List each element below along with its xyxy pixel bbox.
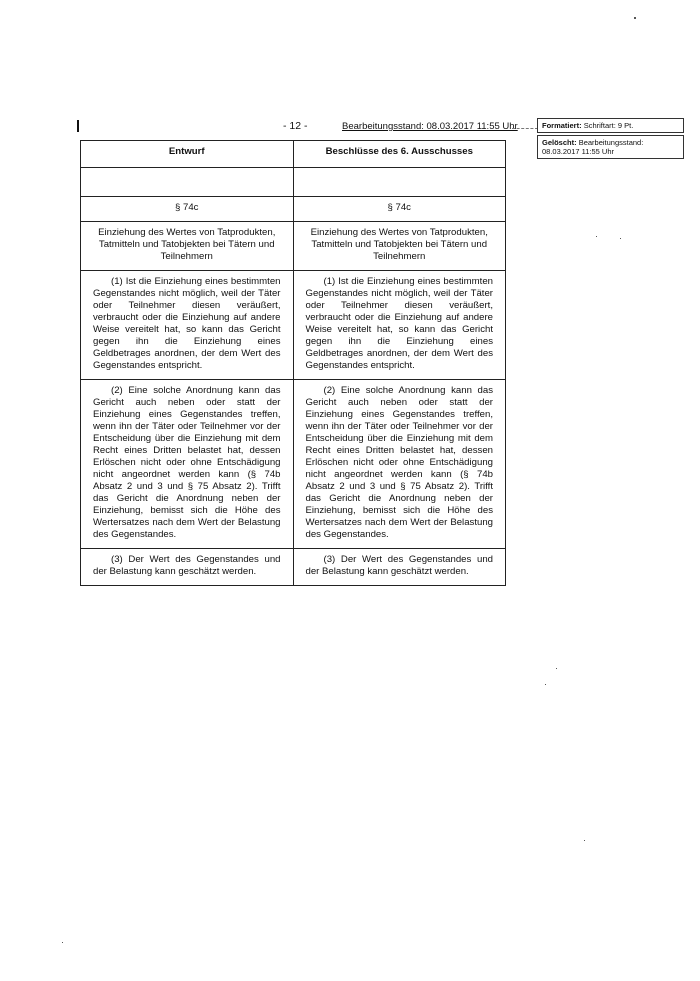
scan-speck (62, 942, 63, 943)
section-heading-row (81, 222, 506, 271)
spacer-cell (81, 168, 294, 197)
paragraph-1-right (293, 271, 506, 380)
scan-speck (596, 236, 597, 237)
comment-deleted[interactable] (537, 135, 684, 159)
change-bar (77, 120, 79, 132)
paragraph-2-left (81, 380, 294, 549)
paragraph-text: (3) Der Wert des Gegenstandes und der Belastung kann geschätzt werden. (93, 554, 281, 577)
spacer-row (81, 168, 506, 197)
scan-speck (584, 840, 585, 841)
section-number-row (81, 197, 506, 222)
paragraph-text: (2) Eine solche Anordnung kann das Gericht auch neben oder statt der Einziehung eines Gegenstandes treffen, wenn ihn der Täter oder Teilnehmer vor der Entscheidung über die Einziehung mit dem Recht eines Dritten belastet hat, dessen Erlöschen nicht oder ohne Entschädigung nicht angeordnet werden kann (§ 74b Absatz 2 und 3 und § 75 Absatz 2). Trifft das Gericht die Anordnung neben der Einziehung, bemisst sich die Höhe des Wertersatzes nach dem Wert der Belastung des Gegenstandes. (93, 385, 281, 540)
synopsis-table (80, 140, 506, 586)
paragraph-row-2 (81, 380, 506, 549)
comment-text: Schriftart: 9 Pt. (583, 121, 634, 130)
paragraph-text: (1) Ist die Einziehung eines bestimmten Gegenstandes nicht möglich, weil der Täter oder Teilnehmer diesen veräußert, verbraucht oder die Einziehung auf andere Weise vereitelt hat, so kann das Gericht gegen ihn die Einziehung eines Geldbetrages anordnen, der dem Wert des Gegenstandes entspricht. (93, 276, 281, 371)
section-heading-left: Einziehung des Wertes von Tatprodukten, Tatmitteln und Tatobjekten bei Tätern und Teilnehmern (81, 222, 294, 271)
scan-speck (634, 17, 636, 19)
comment-formatted[interactable] (537, 118, 684, 133)
comment-leader-line (512, 128, 538, 129)
section-number-right: § 74c (293, 197, 506, 222)
comment-label: Formatiert: (542, 121, 582, 130)
column-header-entwurf: Entwurf (81, 141, 294, 168)
section-number-left: § 74c (81, 197, 294, 222)
paragraph-2-right (293, 380, 506, 549)
paragraph-text: (3) Der Wert des Gegenstandes und der Belastung kann geschätzt werden. (305, 554, 493, 577)
paragraph-text: (2) Eine solche Anordnung kann das Gericht auch neben oder statt der Einziehung eines Gegenstandes treffen, wenn ihn der Täter oder Teilnehmer vor der Entscheidung über die Einziehung mit dem Recht eines Dritten belastet hat, dessen Erlöschen nicht oder ohne Entschädigung nicht angeordnet werden kann (§ 74b Absatz 2 und 3 und § 75 Absatz 2). Trifft das Gericht die Anordnung neben der Einziehung, bemisst sich die Höhe des Wertersatzes nach dem Wert der Belastung des Gegenstandes. (305, 385, 493, 540)
paragraph-text: (1) Ist die Einziehung eines bestimmten Gegenstandes nicht möglich, weil der Täter oder Teilnehmer diesen veräußert, verbraucht oder die Einziehung auf andere Weise vereitelt hat, so kann das Gericht gegen ihn die Einziehung eines Geldbetrages anordnen, der dem Wert des Gegenstandes entspricht. (305, 276, 493, 371)
comment-text: Bearbeitungsstand: 08.03.2017 11:55 Uhr (542, 138, 644, 156)
paragraph-row-3 (81, 549, 506, 586)
paragraph-row-1 (81, 271, 506, 380)
scan-speck (556, 668, 557, 669)
table-header-row (81, 141, 506, 168)
column-header-beschluesse: Beschlüsse des 6. Ausschusses (293, 141, 506, 168)
comment-balloons (537, 118, 684, 161)
paragraph-3-left (81, 549, 294, 586)
scan-speck (620, 238, 621, 239)
paragraph-3-right (293, 549, 506, 586)
section-heading-right: Einziehung des Wertes von Tatprodukten, Tatmitteln und Tatobjekten bei Tätern und Teilnehmern (293, 222, 506, 271)
spacer-cell (293, 168, 506, 197)
page-number: - 12 - (283, 120, 308, 132)
comment-label: Gelöscht: (542, 138, 577, 147)
edit-status: Bearbeitungsstand: 08.03.2017 11:55 Uhr (342, 121, 518, 132)
scan-speck (545, 684, 546, 685)
paragraph-1-left (81, 271, 294, 380)
